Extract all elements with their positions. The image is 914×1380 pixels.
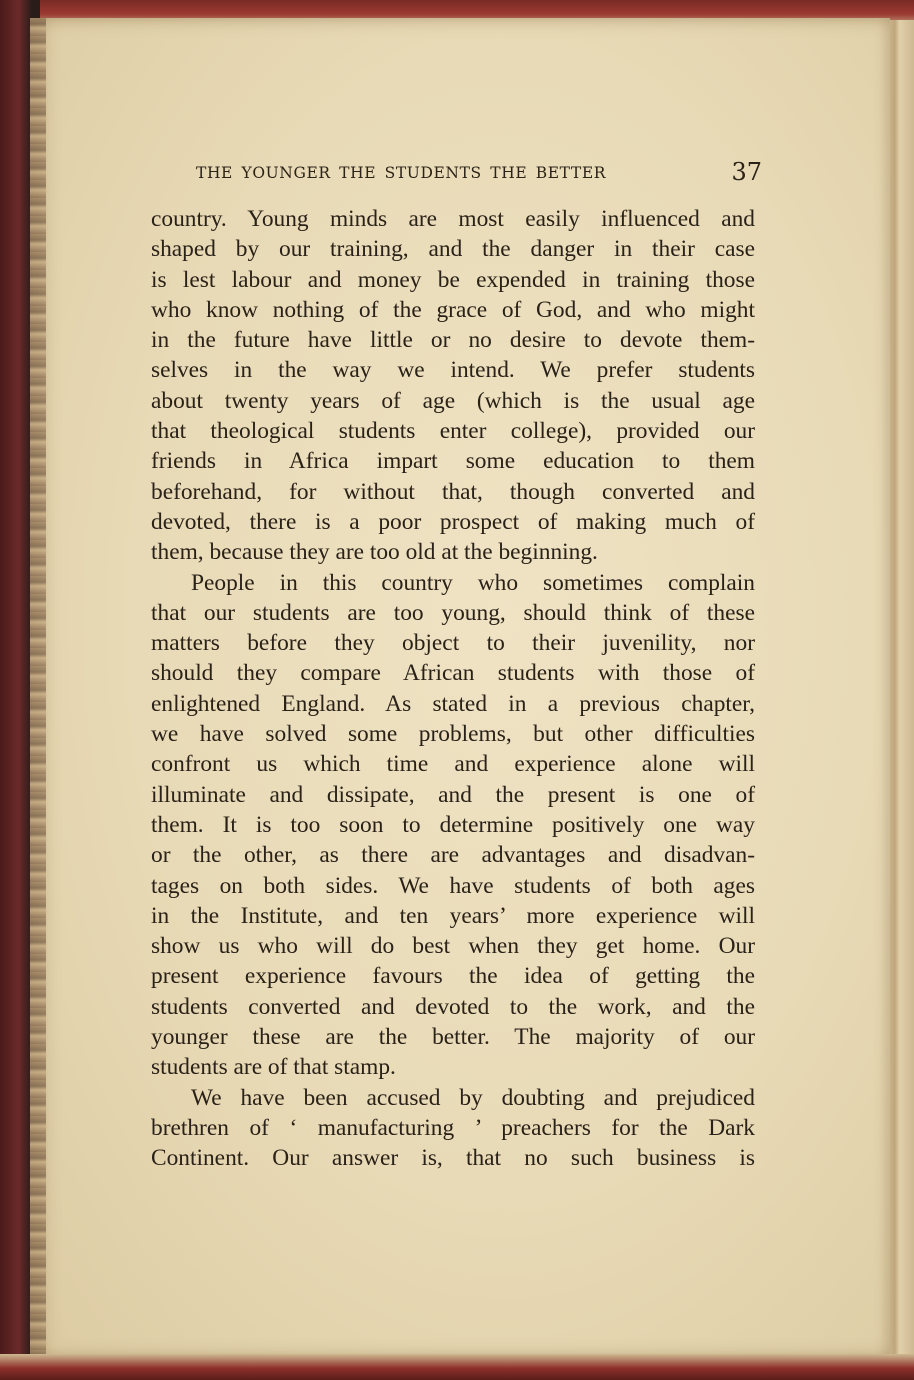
text-line: enlightened England. As stated in a previous chapter, [151,690,755,717]
text-line: People in this country who sometimes complain [191,569,755,596]
page-header [196,158,762,188]
text-line: brethren of ‘ manufacturing ’ preachers for the Dark [151,1114,755,1141]
text-line: that theological students enter college), provided our [151,418,755,445]
binding-gutter [30,18,46,1358]
text-line: we have solved some problems, but other difficulties [151,721,755,748]
text-line: present experience favours the idea of getting the [151,963,755,990]
text-line: We have been accused by doubting and prejudiced [191,1084,755,1111]
text-line: selves in the way we intend. We prefer students [151,357,755,384]
text-line: is lest labour and money be expended in training those [151,266,755,293]
text-line: who know nothing of the grace of God, and who might [151,296,755,323]
text-line: friends in Africa impart some education to them [151,448,755,475]
text-line: confront us which time and experience alone will [151,751,755,778]
text-line: them. It is too soon to determine positively one way [151,811,755,838]
text-line: devoted, there is a poor prospect of making much of [151,508,755,535]
text-line: Continent. Our answer is, that no such business is [151,1145,755,1172]
text-line: in the Institute, and ten years’ more experience will [151,902,755,929]
text-line: show us who will do best when they get home. Our [151,933,755,960]
text-line: matters before they object to their juvenility, nor [151,630,755,657]
text-line: students converted and devoted to the work, and the [151,993,755,1020]
text-line: about twenty years of age (which is the usual age [151,387,755,414]
text-line: them, because they are too old at the beginning. [151,539,598,566]
text-line: younger these are the better. The majority of our [151,1024,755,1051]
text-line: country. Young minds are most easily influenced and [151,206,755,232]
page-body-text [151,204,755,1174]
book-cover-bottom-edge [0,1354,914,1380]
text-line: that our students are too young, should think of these [151,599,755,626]
text-line: tages on both sides. We have students of both ages [151,872,755,899]
text-line: shaped by our training, and the danger in their case [151,236,755,263]
text-line: students are of that stamp. [151,1054,396,1081]
text-line: or the other, as there are advantages and disadvan- [151,842,755,869]
text-line: beforehand, for without that, though converted and [151,478,755,505]
text-line: illuminate and dissipate, and the present is one of [151,781,755,808]
text-line: in the future have little or no desire to devote them- [151,327,755,354]
page-number: 37 [731,158,762,186]
running-head: THE YOUNGER THE STUDENTS THE BETTER [196,164,607,182]
text-line: should they compare African students with those of [151,660,755,687]
